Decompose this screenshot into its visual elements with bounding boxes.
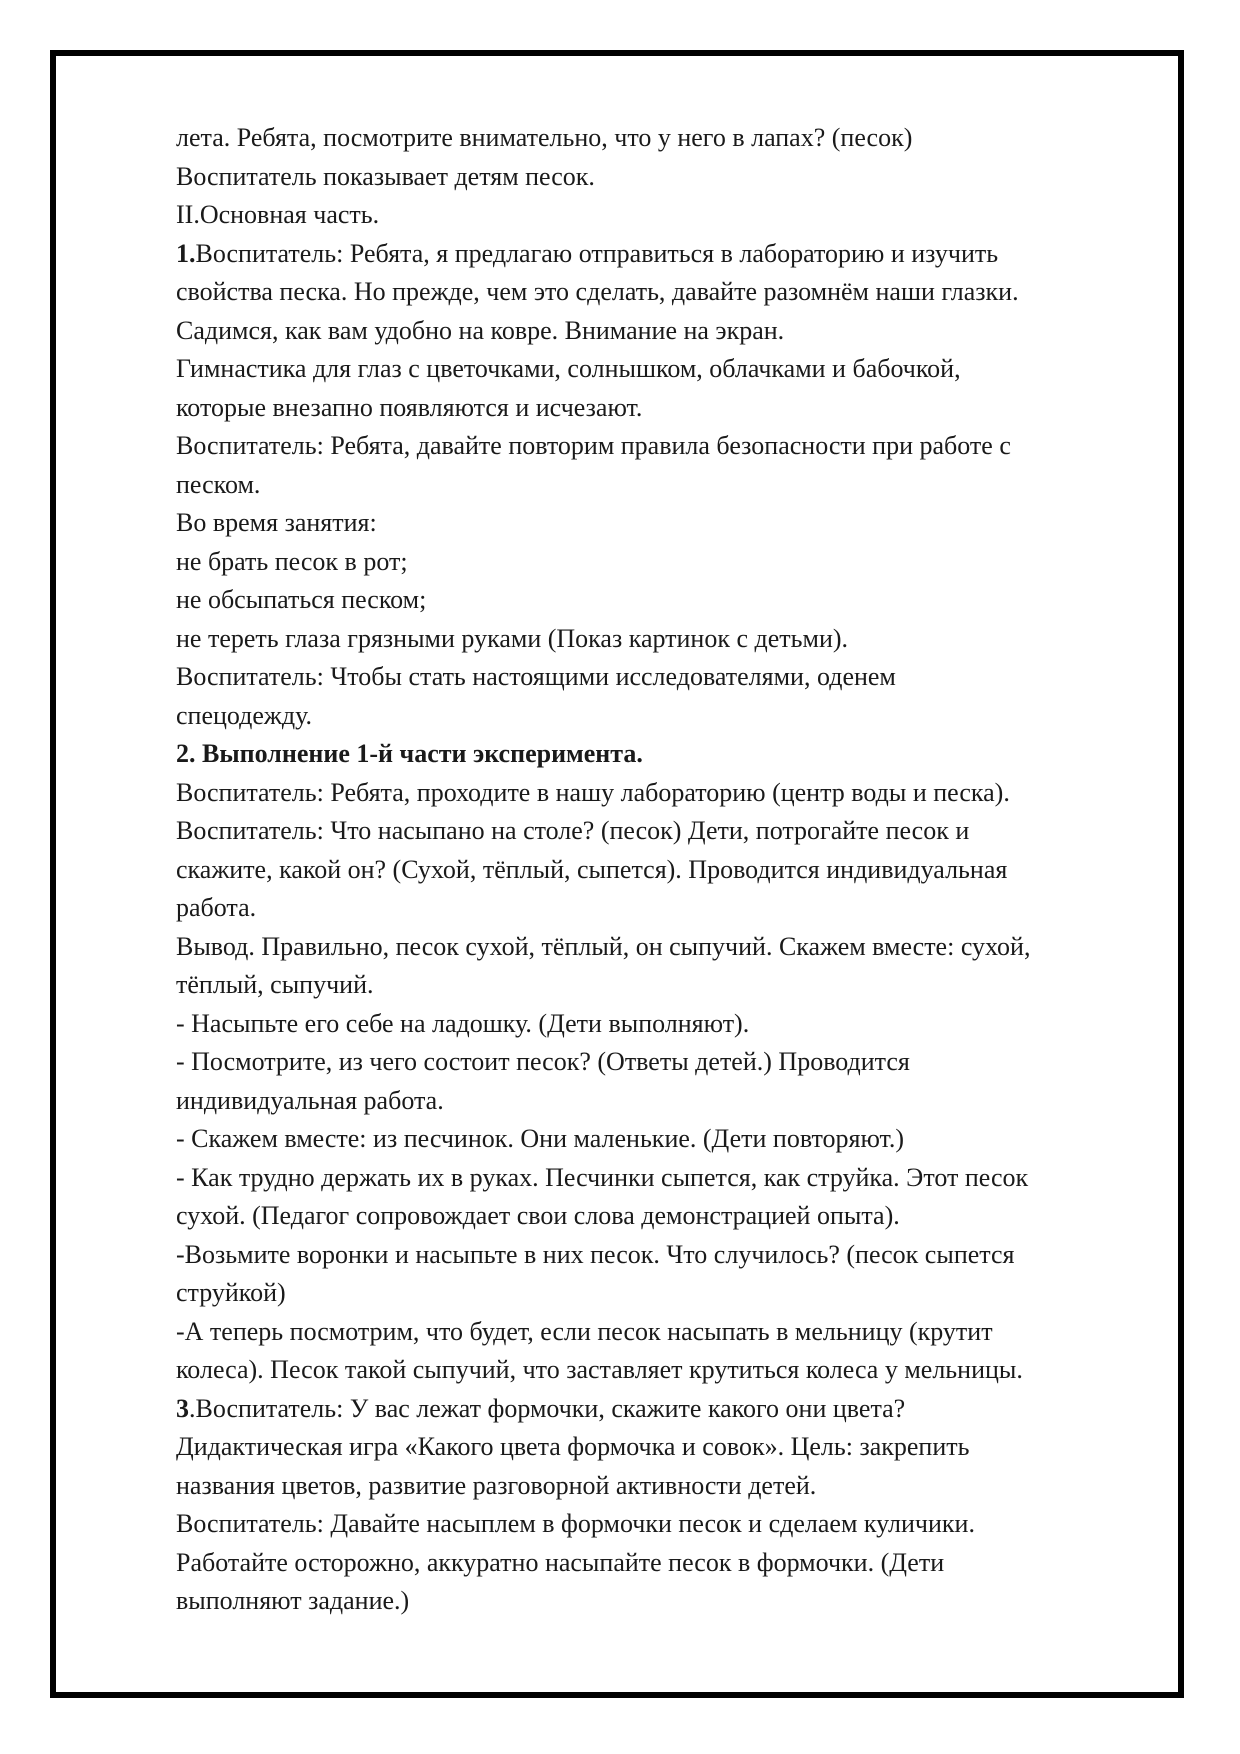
text-line <box>176 735 1166 774</box>
text-line <box>176 774 1166 813</box>
line-text: струйкой) <box>176 1278 286 1307</box>
line-text: Воспитатель: Что насыпано на столе? (песок) Дети, потрогайте песок и <box>176 816 970 845</box>
line-text: II.Основная часть. <box>176 200 380 229</box>
bold-prefix: 1. <box>176 238 196 268</box>
line-text: Во время занятия: <box>176 508 377 537</box>
text-line <box>176 312 1166 351</box>
line-text: скажите, какой он? (Сухой, тёплый, сыпется). Проводится индивидуальная <box>176 854 1008 884</box>
line-text: спецодежду. <box>176 700 313 730</box>
text-line <box>176 1313 1166 1352</box>
line-text: Воспитатель: Ребята, я предлагаю отправиться в лабораторию и изучить <box>195 238 999 268</box>
text-line <box>176 1236 1166 1275</box>
line-text: названия цветов, развитие разговорной активности детей. <box>176 1470 817 1500</box>
text-line <box>176 1082 1166 1121</box>
line-text: не брать песок в рот; <box>176 546 408 576</box>
text-line <box>176 851 1166 890</box>
text-line <box>176 196 1166 235</box>
line-text: работа. <box>176 893 257 922</box>
line-text: Гимнастика для глаз с цветочками, солнышком, облачками и бабочкой, <box>176 354 961 383</box>
line-text: - Посмотрите, из чего состоит песок? (Ответы детей.) Проводится <box>176 1047 910 1076</box>
text-line <box>176 1159 1166 1198</box>
line-text: не тереть глаза грязными руками (Показ картинок с детьми). <box>176 623 849 653</box>
text-line <box>176 1505 1166 1544</box>
text-line <box>176 389 1166 428</box>
line-text: тёплый, сыпучий. <box>176 970 374 999</box>
bold-prefix: 3 <box>176 1393 189 1423</box>
line-text: -Возьмите воронки и насыпьте в них песок. Что случилось? (песок сыпется <box>176 1239 1015 1269</box>
text-line <box>176 889 1166 928</box>
line-text: сухой. (Педагог сопровождает свои слова демонстрацией опыта). <box>176 1201 900 1230</box>
text-line <box>176 158 1166 197</box>
text-line <box>176 1351 1166 1390</box>
line-text: Воспитатель: Давайте насыплем в формочки песок и сделаем куличики. <box>176 1509 975 1538</box>
text-line <box>176 581 1166 620</box>
line-text: не обсыпаться песком; <box>176 585 427 614</box>
text-line <box>176 812 1166 851</box>
text-line <box>176 273 1166 312</box>
text-line <box>176 620 1166 659</box>
line-text: - Скажем вместе: из песчинок. Они маленькие. (Дети повторяют.) <box>176 1124 905 1153</box>
text-line <box>176 504 1166 543</box>
text-line <box>176 1274 1166 1313</box>
text-line <box>176 1544 1166 1583</box>
line-text: которые внезапно появляются и исчезают. <box>176 392 643 422</box>
line-text: Воспитатель: Ребята, проходите в нашу лабораторию (центр воды и песка). <box>176 777 1010 807</box>
text-line <box>176 119 1166 158</box>
line-text: песком. <box>176 469 261 499</box>
text-line <box>176 350 1166 389</box>
line-text: Работайте осторожно, аккуратно насыпайте песок в формочки. (Дети <box>176 1547 945 1577</box>
text-line <box>176 966 1166 1005</box>
line-text: - Насыпьте его себе на ладошку. (Дети выполняют). <box>176 1008 750 1038</box>
document-body <box>176 119 1166 1621</box>
line-text: индивидуальная работа. <box>176 1085 444 1115</box>
text-line <box>176 1197 1166 1236</box>
line-text: Вывод. Правильно, песок сухой, тёплый, он сыпучий. Скажем вместе: сухой, <box>176 931 1031 961</box>
text-line <box>176 1467 1166 1506</box>
line-text: - Как трудно держать их в руках. Песчинки сыпется, как струйка. Этот песок <box>176 1162 1029 1192</box>
text-line <box>176 1428 1166 1467</box>
bold-prefix: 2. Выполнение 1-й части эксперимента. <box>176 739 643 768</box>
text-line <box>176 928 1166 967</box>
line-text: колеса). Песок такой сыпучий, что заставляет крутиться колеса у мельницы. <box>176 1355 1023 1384</box>
text-line <box>176 466 1166 505</box>
text-line <box>176 1582 1166 1621</box>
text-line <box>176 1390 1166 1429</box>
line-text: Воспитатель показывает детям песок. <box>176 161 595 191</box>
line-text: лета. Ребята, посмотрите внимательно, что у него в лапах? (песок) <box>176 123 913 152</box>
line-text: свойства песка. Но прежде, чем это сделать, давайте разомнём наши глазки. <box>176 277 1019 306</box>
line-text: Дидактическая игра «Какого цвета формочка и совок». Цель: закрепить <box>176 1432 970 1461</box>
text-line <box>176 543 1166 582</box>
line-text: Воспитатель: Ребята, давайте повторим правила безопасности при работе с <box>176 431 1011 460</box>
text-line <box>176 1043 1166 1082</box>
text-line <box>176 1120 1166 1159</box>
line-text: .Воспитатель: У вас лежат формочки, скажите какого они цвета? <box>189 1393 906 1423</box>
line-text: выполняют задание.) <box>176 1586 410 1615</box>
line-text: Садимся, как вам удобно на ковре. Внимание на экран. <box>176 315 785 345</box>
line-text: -А теперь посмотрим, что будет, если песок насыпать в мельницу (крутит <box>176 1316 993 1346</box>
text-line <box>176 427 1166 466</box>
text-line <box>176 658 1166 697</box>
text-line <box>176 235 1166 274</box>
line-text: Воспитатель: Чтобы стать настоящими исследователями, оденем <box>176 662 896 691</box>
text-line <box>176 697 1166 736</box>
text-line <box>176 1005 1166 1044</box>
